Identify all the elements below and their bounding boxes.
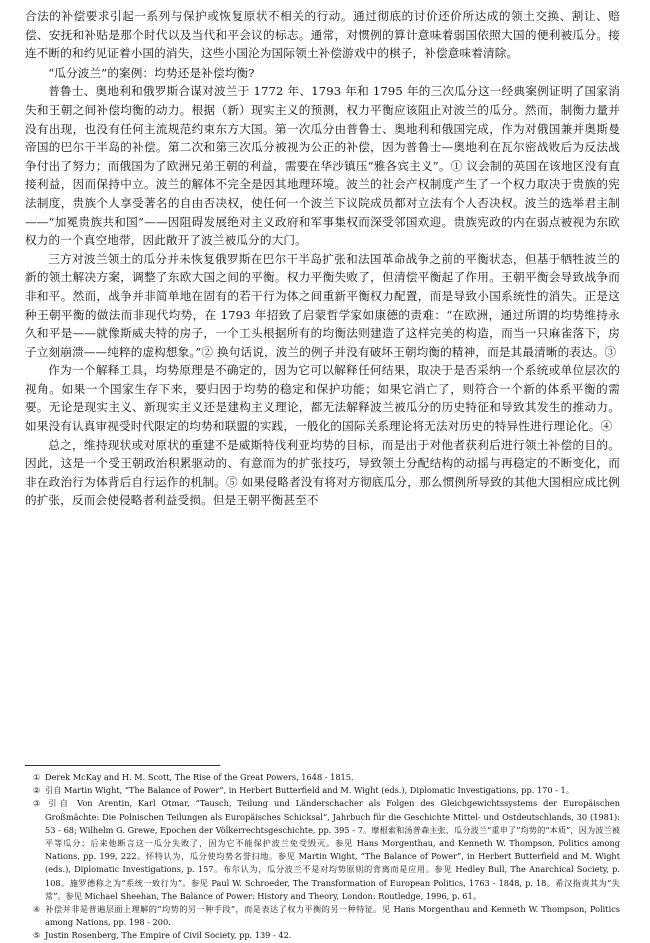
footnote-text: 引自 Martin Wight, “The Balance of Power”, in Herbert Butterfield and M. Wight (eds.), Diplomatic Investigations, pp. 170 - 1。 — [45, 785, 574, 796]
paragraph: 作为一个解释工具，均势原理是不确定的，因为它可以解释任何结果，取决于是否采纳一个系统或单位层次的视角。如果一个国家生存下来，要归因于均势的稳定和保护功能；如果它消亡了，则符合一个新的体系平衡的需要。无论是现实主义、新现实主义还是建构主义理论，都无法解释波兰被瓜分的历史特征和导致其发生的推动力。如果没有认真审视受时代限定的均势和联盟的实践，一般化的国际关系理论将无法对历史的特异性进行理论化。④ — [25, 363, 620, 434]
section-heading: “瓜分波兰”的案例：均势还是补偿均衡? — [48, 65, 255, 80]
footnote-mark: ③ — [33, 798, 41, 809]
footnotes — [25, 771, 620, 943]
footnote-text: Justin Rosenberg, The Empire of Civil Society, pp. 139 - 42. — [45, 930, 292, 941]
footnote-text: Derek McKay and H. M. Scott, The Rise of the Great Powers, 1648 - 1815. — [45, 772, 354, 782]
footnote-text: 引自 Von Arentin, Karl Otmar, “Tausch, Teilung und Länderschacher als Folgen des Gleichgewichtssystems der Europäischen Großmächte: Die Polnischen Teilungen als Europäisches Schicksal”, Jahrbuch für die Geschichte Mittel- und Ostdeutschlands, 30 (1981): 53 - 68; Wilhelm G. Grewe, Epochen der Völkerrechtsgeschichte, pp. 395 - 7。摩根索和汤普森主张，瓜分波兰“重申了”均势的“本质”，因为波兰被平等瓜分；后来他断言这一瓜分失败了，因为它不能保护波兰免受毁灭。参见 Hans Morgenthau, and Kenneth W. Thompson, Politics among Nations, pp. 199, 222。怀特认为，瓜分使均势名誉扫地。参见 Martin Wight, “The Balance of Power”, in Herbert Butterfield and M. Wight (eds.), Diplomatic Investigations, p. 157。布尔认为，瓜分波兰不是对均势原则的背离而是应用。参见 Hedley Bull, The Anarchical Society, p. 108。施罗德称之为“系统一致行为”。参见 Paul W. Schroeder, The Transformation of European Politics, 1763 - 1848, p. 18。希汉指责其为“失常”。参见 Michael Sheehan, The Balance of Power: History and Theory, London: Routledge, 1996, p. 61。 — [45, 798, 620, 901]
footnote — [25, 771, 620, 784]
footnote — [25, 903, 620, 929]
paragraph-continuation: 合法的补偿要求引起一系列与保护或恢复原状不相关的行动。通过彻底的讨价还价所达成的领土交换、割让、赔偿、安抚和补贴是那个时代以及当代和平会议的标志。通常，对惯例的算计意味着弱国依照大国的便利被瓜分。接连不断的和约见证着小国的消失，这些小国沦为国际领土补偿游戏中的棋子，补偿意味着清除。 — [25, 9, 620, 61]
footnote — [25, 784, 620, 797]
footnote-mark: ④ — [33, 904, 41, 915]
footnote-divider — [25, 765, 220, 766]
footnote-mark: ① — [33, 772, 41, 782]
footnote-text: 补偿并非是普遍层面上理解的“均势的另一种手段”，而是表达了权力平衡的另一种特征。见 Hans Morgenthau and Kenneth W. Thompson, Politics among Nations, pp. 198 - 200. — [45, 904, 620, 928]
paragraph: 普鲁士、奥地利和俄罗斯合谋对波兰于 1772 年、1793 年和 1795 年的三次瓜分这一经典案例证明了国家消失和王朝之间补偿均衡的动力。根据（新）现实主义的预测，权力平衡应该阻止对波兰的瓜分。然而，制衡力量并没有出现，也没有任何主流规范约束东方大国。第一次瓜分由普鲁士、奥地利和俄国完成，作为对俄国兼并奥斯曼帝国的巴尔干半岛的补偿。第二次和第三次瓜分被视为公正的补偿，因为普鲁士—奥地利在瓦尔密战败后为反法战争付出了努力；而俄国为了欧洲兄弟王朝的利益，需要在华沙镇压“雅各宾主义”。① 议会制的英国在该地区没有直接利益，因而保持中立。波兰的解体不完全是因其地理环境。波兰的社会产权制度产生了一个权力取决于贵族的宪法制度，贵族个人享受著名的自由否决权，使任何一个波兰下议院成员都对立法有个人否决权。波兰的选举君主制——“加冕贵族共和国”——因阻碍发展绝对主义政府和军事集权而深受邻国欢迎。贵族宪政的内在弱点被视为东欧权力的一个真空地带，因此敞开了波兰被瓜分的大门。 — [25, 84, 620, 248]
footnote — [25, 929, 620, 942]
paragraph: 总之，维持现状或对原状的重建不是威斯特伐利亚均势的目标，而是出于对他者获利后进行领土补偿的目的。因此，这是一个受王朝政治积累驱动的、有意而为的扩张技巧，导致领土分配结构的动摇与再稳定的不断变化，而非在政治行为体背后自行运作的机制。⑤ 如果侵略者没有将对方彻底瓜分，那么惯例所导致的其他大国相应成比例的扩张，反而会使侵略者利益受损。但是王朝平衡甚至不 — [25, 437, 620, 508]
paragraph: 三方对波兰领土的瓜分并未恢复俄罗斯在巴尔干半岛扩张和法国革命战争之前的平衡状态，但基于牺牲波兰的新的领土解决方案，调整了东欧大国之间的平衡。权力平衡失败了，但清偿平衡起了作用。王朝平衡会导致战争而非和平。然而，战争并非简单地在固有的若干行为体之间重新平衡权力配置，而是导致小国系统性的消失。正是这种王朝平衡的做法而非现代均势，在 1793 年招致了启蒙哲学家如康德的责难：“在欧洲，通过所谓的均势维持永久和平是——就像斯威夫特的房子，一个工头根据所有的均衡法则建造了这样完美的构造，而当一只麻雀落下，房子立刻崩溃——纯粹的虚构想象。”② 换句话说，波兰的例子并没有破坏王朝均衡的精神，而是其最清晰的表达。③ — [25, 251, 620, 359]
main-text — [25, 7, 620, 510]
footnote — [25, 797, 620, 903]
footnote-mark: ⑤ — [33, 930, 41, 941]
footnote-mark: ② — [33, 785, 41, 796]
